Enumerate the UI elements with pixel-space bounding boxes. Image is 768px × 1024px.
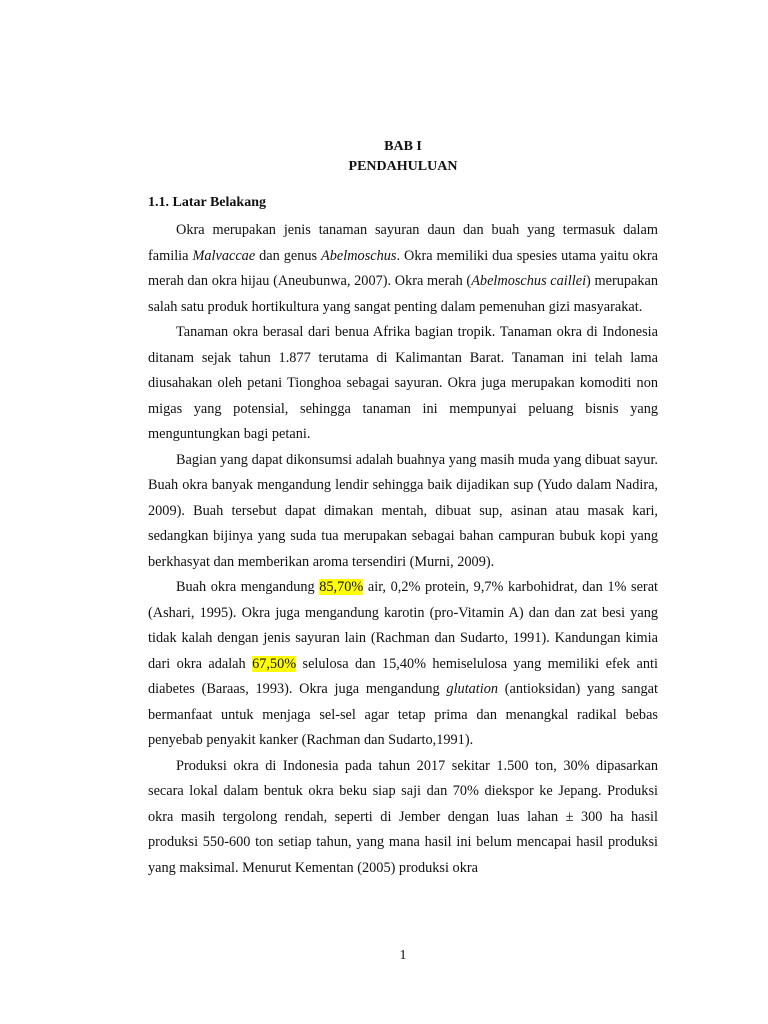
highlight-cellulose-percent: 67,50% [252, 655, 297, 672]
p4-text-d: (antioksidan) yang sangat bermanfaat untuk menjaga sel-sel agar tetap prima dan menangkal radikal bebas penyebab penyakit kanker (Rachman dan Sudarto,1991). [148, 681, 658, 748]
p5-text: Produksi okra di Indonesia pada tahun 2017 sekitar 1.500 ton, 30% dipasarkan secara lokal dalam bentuk okra beku siap saji dan 70% diekspor ke Jepang. Produksi okra masih tergolong rendah, seperti di Jember dengan luas lahan ± 300 ha hasil produksi 550-600 ton setiap tahun, yang mana hasil ini belum mencapai hasil produksi yang maksimal. Menurut Kementan (2005) produksi okra [148, 757, 658, 876]
p2-text: Tanaman okra berasal dari benua Afrika bagian tropik. Tanaman okra di Indonesia ditanam sejak tahun 1.877 terutama di Kalimantan Barat. Tanaman ini telah lama diusahakan oleh petani Tionghoa sebagai sayuran. Okra juga merupakan komoditi non migas yang potensial, sehingga tanaman ini mempunyai peluang bisnis yang menguntungkan bagi petani. [148, 324, 658, 442]
paragraph-3 [148, 448, 658, 576]
highlight-water-percent: 85,70% [319, 579, 364, 595]
p1-italic-caillei: Abelmoschus caillei [471, 273, 587, 289]
paragraph-1 [148, 218, 658, 320]
p4-text-a: Buah okra mengandung [176, 579, 320, 595]
p1-italic-abelmoschus: Abelmoschus [321, 247, 397, 264]
p4-text-b: air, 0,2% protein, 9,7% karbohidrat, dan 1% serat (Ashari, 1995). Okra juga mengandung karotin (pro-Vitamin A) dan dan zat besi yang tidak kalah dengan jenis sayuran lain (Rachman dan Sudarto, 1991). Kandungan kimia dari okra adalah [148, 579, 659, 672]
chapter-number: BAB I [384, 139, 422, 154]
p4-text-c: selulosa dan 15,40% hemiselulosa yang memiliki efek anti diabetes (Baraas, 1993). Okra juga mengandung [148, 655, 658, 697]
section-heading: 1.1. Latar Belakang [148, 195, 266, 210]
body-text [148, 218, 658, 881]
p1-text-b: dan genus [255, 247, 322, 264]
p4-italic-glutation: glutation [446, 681, 499, 697]
paragraph-5 [148, 754, 658, 882]
chapter-title: PENDAHULUAN [348, 159, 458, 174]
p3-text: Bagian yang dapat dikonsumsi adalah buahnya yang masih muda yang dibuat sayur. Buah okra banyak mengandung lendir sehingga baik dijadikan sup (Yudo dalam Nadira, 2009). Buah tersebut dapat dimakan mentah, dibuat sup, asinan atau masak kari, sedangkan bijinya yang suda tua merupakan sebagai bahan campuran bubuk kopi yang berkhasyat dan memberikan aroma tersendiri (Murni, 2009). [148, 451, 658, 570]
p1-text-a: Okra merupakan jenis tanaman sayuran daun dan buah yang termasuk dalam familia [148, 222, 658, 264]
p1-text-c: . Okra memiliki dua spesies utama yaitu okra merah dan okra hijau (Aneubunwa, 2007). Okra merah ( [148, 247, 658, 289]
page-number: 1 [399, 948, 407, 963]
p1-text-d: ) merupakan salah satu produk hortikultura yang sangat penting dalam pemenuhan gizi masyarakat. [148, 273, 658, 315]
paragraph-4 [148, 575, 658, 754]
paragraph-2 [148, 320, 658, 448]
p1-italic-malvaccae: Malvaccae [192, 247, 256, 264]
chapter-heading [148, 137, 658, 177]
